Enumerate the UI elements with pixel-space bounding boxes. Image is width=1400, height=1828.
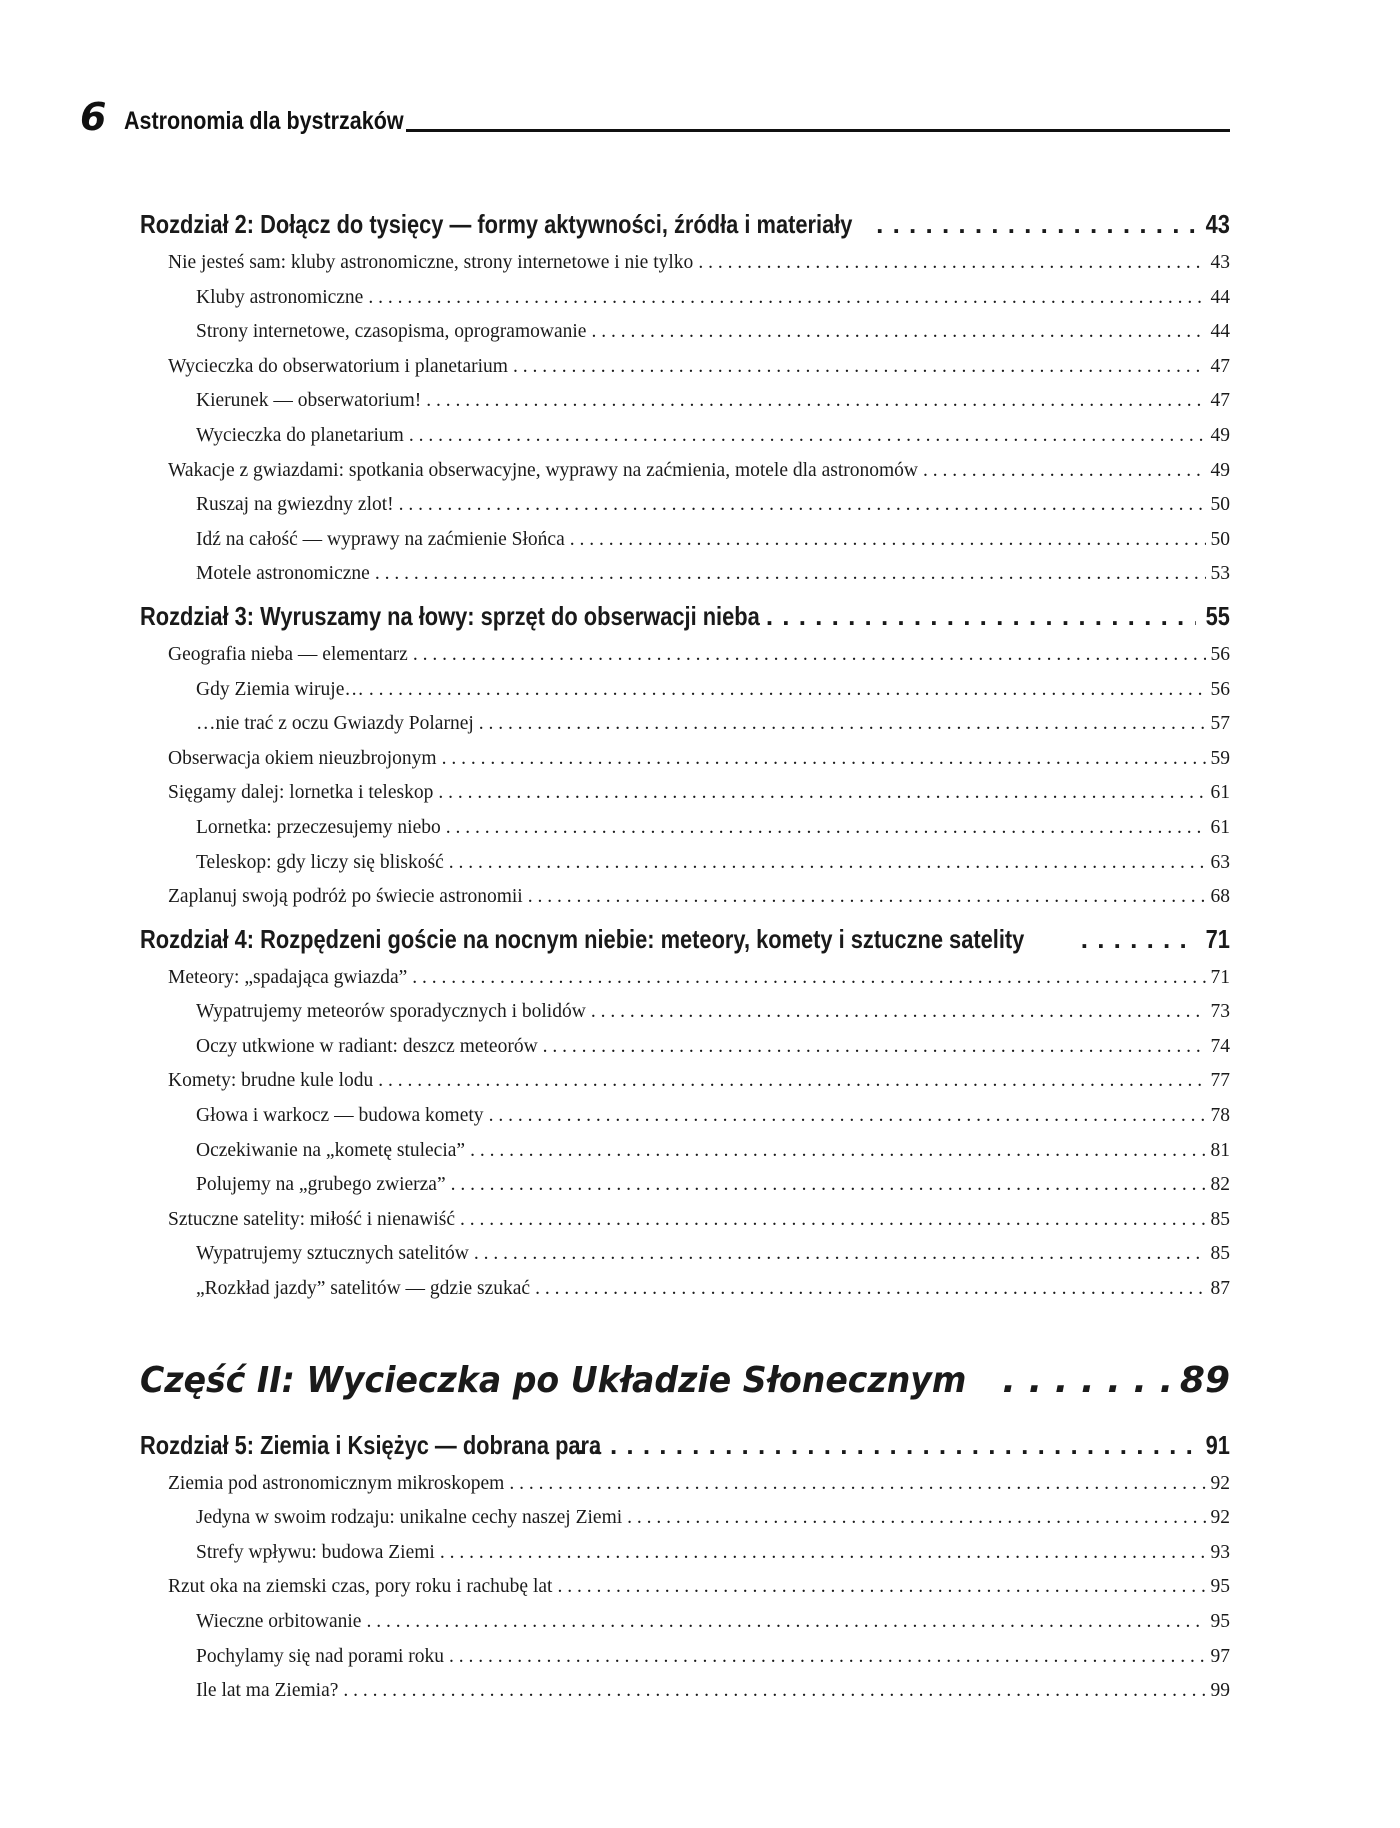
toc-subsection (140, 673, 1230, 708)
toc-entry-page: 56 (1210, 643, 1230, 665)
toc-entry-page: 49 (1210, 424, 1230, 446)
dot-leader (923, 454, 1206, 489)
toc-entry-page: 78 (1210, 1105, 1230, 1127)
toc-entry-title: Wieczne orbitowanie (196, 1611, 362, 1632)
dot-leader (535, 1272, 1205, 1307)
header-rule (406, 129, 1230, 132)
toc-subsection (140, 557, 1230, 592)
dot-leader (451, 1168, 1206, 1203)
toc-entry-page: 77 (1210, 1070, 1230, 1092)
toc-chapter (140, 917, 1230, 961)
toc-entry-title: Część II: Wycieczka po Układzie Słonecznym (140, 1359, 967, 1401)
toc-entry-page: 87 (1210, 1278, 1230, 1300)
toc-entry-page: 85 (1210, 1243, 1230, 1265)
dot-leader (591, 315, 1205, 350)
toc-entry-title: …nie trać z oczu Gwiazdy Polarnej (196, 713, 474, 735)
toc-entry-page: 81 (1210, 1139, 1230, 1161)
toc-entry-title: Gdy Ziemia wiruje… (196, 678, 364, 700)
toc-subsection (140, 488, 1230, 523)
toc-entry-title: Pochylamy się nad porami roku (196, 1645, 445, 1667)
toc-entry-title: Wakacje z gwiazdami: spotkania obserwacyjne, wyprawy na zaćmienia, motele dla astronomów (168, 459, 918, 481)
toc-entry-title: Strony internetowe, czasopisma, oprogramowanie (196, 321, 587, 343)
toc-entry-page: 85 (1210, 1208, 1230, 1230)
toc-section (140, 246, 1230, 281)
toc-entry-page: 49 (1210, 459, 1230, 481)
toc-entry-title: Geografia nieba — elementarz (168, 643, 408, 665)
dot-leader (399, 488, 1206, 523)
dot-leader (543, 1030, 1206, 1065)
toc-entry-page: 68 (1210, 886, 1230, 908)
dot-leader (698, 246, 1205, 281)
dot-leader (449, 1640, 1205, 1675)
toc-subsection (140, 1272, 1230, 1307)
dot-leader (368, 281, 1205, 316)
toc-entry-page: 82 (1210, 1174, 1230, 1196)
toc-entry-title: Ile lat ma Ziemia? (196, 1680, 339, 1702)
toc-entry-page: 61 (1210, 782, 1230, 804)
toc-entry-title: Wycieczka do planetarium (196, 424, 404, 446)
dot-leader (343, 1674, 1205, 1709)
toc-subsection (140, 995, 1230, 1030)
toc-chapter (140, 202, 1230, 246)
toc-entry-title: Teleskop: gdy liczy się bliskość (196, 851, 444, 873)
toc-entry-title: Sięgamy dalej: lornetka i teleskop (168, 782, 434, 804)
toc-chapter (140, 594, 1230, 638)
toc-section (140, 742, 1230, 777)
dot-leader (570, 523, 1206, 558)
toc-subsection (140, 1674, 1230, 1709)
toc-entry-title: Nie jesteś sam: kluby astronomiczne, strony internetowe i nie tylko (168, 252, 694, 273)
toc-section (140, 776, 1230, 811)
toc-entry-page: 61 (1210, 816, 1230, 838)
dot-leader (412, 961, 1205, 996)
dot-leader (366, 1605, 1205, 1640)
toc-entry-title: Idź na całość — wyprawy na zaćmienie Słońca (196, 528, 565, 550)
toc-entry-title: Zaplanuj swoją podróż po świecie astronomii (168, 886, 523, 908)
toc-entry-page: 99 (1210, 1680, 1230, 1702)
toc-section (140, 350, 1230, 385)
dot-leader (442, 742, 1206, 777)
dot-leader (440, 1536, 1206, 1571)
toc-entry-page: 93 (1210, 1541, 1230, 1563)
toc-entry-title: Obserwacja okiem nieuzbrojonym (168, 747, 437, 769)
toc-section (140, 1064, 1230, 1099)
toc-part (140, 1341, 1230, 1421)
toc-chapter (140, 1423, 1230, 1467)
toc-entry-title: „Rozkład jazdy” satelitów — gdzie szukać (196, 1278, 531, 1300)
running-header (80, 95, 1230, 139)
toc-entry-title: Sztuczne satelity: miłość i nienawiść (168, 1208, 456, 1230)
toc-entry-title: Rzut oka na ziemski czas, pory roku i rachubę lat (168, 1576, 553, 1598)
toc-entry-title: Rozdział 3: Wyruszamy na łowy: sprzęt do obserwacji nieba (140, 600, 760, 631)
dot-leader (474, 1237, 1206, 1272)
toc-entry-title: Motele astronomiczne (196, 563, 370, 585)
toc-entry-title: Rozdział 4: Rozpędzeni goście na nocnym niebie: meteory, komety i sztuczne satelity (140, 923, 1025, 954)
toc-subsection (140, 1030, 1230, 1065)
toc-entry-page: 50 (1210, 494, 1230, 516)
dot-leader (1002, 1341, 1175, 1421)
toc-entry-title: Kierunek — obserwatorium! (196, 390, 422, 412)
toc-subsection (140, 1237, 1230, 1272)
toc-subsection (140, 846, 1230, 881)
toc-entry-page: 74 (1210, 1035, 1230, 1057)
dot-leader (378, 1064, 1205, 1099)
dot-leader (509, 1467, 1205, 1502)
dot-leader (470, 1134, 1205, 1169)
book-title: Astronomia dla bystrzaków (124, 107, 405, 135)
toc-entry-title: Kluby astronomiczne (196, 286, 364, 308)
toc-section (140, 1203, 1230, 1238)
toc-entry-page: 43 (1210, 252, 1230, 273)
dot-leader (1081, 917, 1196, 961)
toc-entry-title: Strefy wpływu: budowa Ziemi (196, 1541, 435, 1563)
toc-entry-page: 97 (1210, 1645, 1230, 1667)
toc-entry-title: Ruszaj na gwiezdny zlot! (196, 494, 394, 516)
dot-leader (460, 1203, 1205, 1238)
toc-entry-page: 73 (1210, 1001, 1230, 1023)
toc-entry-page: 63 (1210, 851, 1230, 873)
toc-entry-title: Komety: brudne kule lodu (168, 1070, 374, 1092)
dot-leader (528, 880, 1206, 915)
toc-entry-page: 57 (1210, 713, 1230, 735)
dot-leader (577, 1423, 1196, 1467)
toc-entry-title: Rozdział 5: Ziemia i Księżyc — dobrana para (140, 1429, 602, 1460)
toc-subsection (140, 384, 1230, 419)
toc-subsection (140, 1536, 1230, 1571)
dot-leader (557, 1570, 1205, 1605)
page-number: 6 (80, 95, 107, 139)
dot-leader (446, 811, 1206, 846)
toc-entry-title: Ziemia pod astronomicznym mikroskopem (168, 1472, 505, 1494)
toc-section (140, 880, 1230, 915)
toc-subsection (140, 419, 1230, 454)
dot-leader (409, 419, 1206, 454)
toc-entry-page: 50 (1210, 528, 1230, 550)
toc-entry-title: Rozdział 2: Dołącz do tysięcy — formy aktywności, źródła i materiały (140, 209, 853, 239)
toc-entry-page: 89 (1179, 1359, 1230, 1401)
toc-entry-page: 71 (1205, 923, 1230, 954)
toc-section (140, 638, 1230, 673)
toc-section (140, 1467, 1230, 1502)
dot-leader (413, 638, 1206, 673)
toc-subsection (140, 1605, 1230, 1640)
toc-entry-page: 44 (1210, 286, 1230, 308)
toc-entry-title: Oczy utkwione w radiant: deszcz meteorów (196, 1035, 538, 1057)
toc-entry-title: Polujemy na „grubego zwierza” (196, 1174, 446, 1196)
dot-leader (766, 594, 1196, 638)
toc-entry-title: Wycieczka do obserwatorium i planetarium (168, 355, 508, 377)
toc-entry-title: Głowa i warkocz — budowa komety (196, 1105, 484, 1127)
toc-entry-page: 55 (1205, 600, 1230, 631)
dot-leader (513, 350, 1206, 385)
toc-subsection (140, 1099, 1230, 1134)
toc-entry-page: 47 (1210, 390, 1230, 412)
dot-leader (438, 776, 1205, 811)
toc-entry-title: Wypatrujemy meteorów sporadycznych i bolidów (196, 1001, 586, 1023)
toc-entry-page: 56 (1210, 678, 1230, 700)
toc-entry-page: 44 (1210, 321, 1230, 343)
dot-leader (876, 202, 1196, 246)
toc-subsection (140, 1501, 1230, 1536)
toc-subsection (140, 281, 1230, 316)
toc-entry-page: 92 (1210, 1472, 1230, 1494)
toc-entry-page: 95 (1210, 1576, 1230, 1598)
toc-subsection (140, 1168, 1230, 1203)
toc-subsection (140, 707, 1230, 742)
dot-leader (369, 673, 1206, 708)
dot-leader (426, 384, 1205, 419)
toc-section (140, 454, 1230, 489)
dot-leader (591, 995, 1206, 1030)
toc-entry-title: Jedyna w swoim rodzaju: unikalne cechy naszej Ziemi (196, 1507, 623, 1529)
toc-subsection (140, 315, 1230, 350)
table-of-contents (140, 200, 1230, 1709)
toc-entry-page: 95 (1210, 1611, 1230, 1632)
toc-entry-page: 47 (1210, 355, 1230, 377)
toc-entry-title: Wypatrujemy sztucznych satelitów (196, 1243, 469, 1265)
toc-entry-page: 92 (1210, 1507, 1230, 1529)
toc-entry-page: 91 (1205, 1429, 1230, 1460)
toc-entry-page: 59 (1210, 747, 1230, 769)
toc-subsection (140, 1134, 1230, 1169)
toc-section (140, 1570, 1230, 1605)
dot-leader (479, 707, 1206, 742)
dot-leader (375, 557, 1206, 592)
toc-entry-page: 43 (1205, 209, 1230, 239)
toc-subsection (140, 523, 1230, 558)
dot-leader (489, 1099, 1206, 1134)
toc-subsection (140, 811, 1230, 846)
toc-entry-page: 71 (1210, 966, 1230, 988)
dot-leader (449, 846, 1206, 881)
toc-entry-title: Lornetka: przeczesujemy niebo (196, 816, 441, 838)
toc-entry-title: Meteory: „spadająca gwiazda” (168, 966, 408, 988)
toc-section (140, 961, 1230, 996)
dot-leader (627, 1501, 1205, 1536)
toc-entry-title: Oczekiwanie na „kometę stulecia” (196, 1139, 466, 1161)
toc-entry-page: 53 (1210, 563, 1230, 585)
toc-subsection (140, 1640, 1230, 1675)
